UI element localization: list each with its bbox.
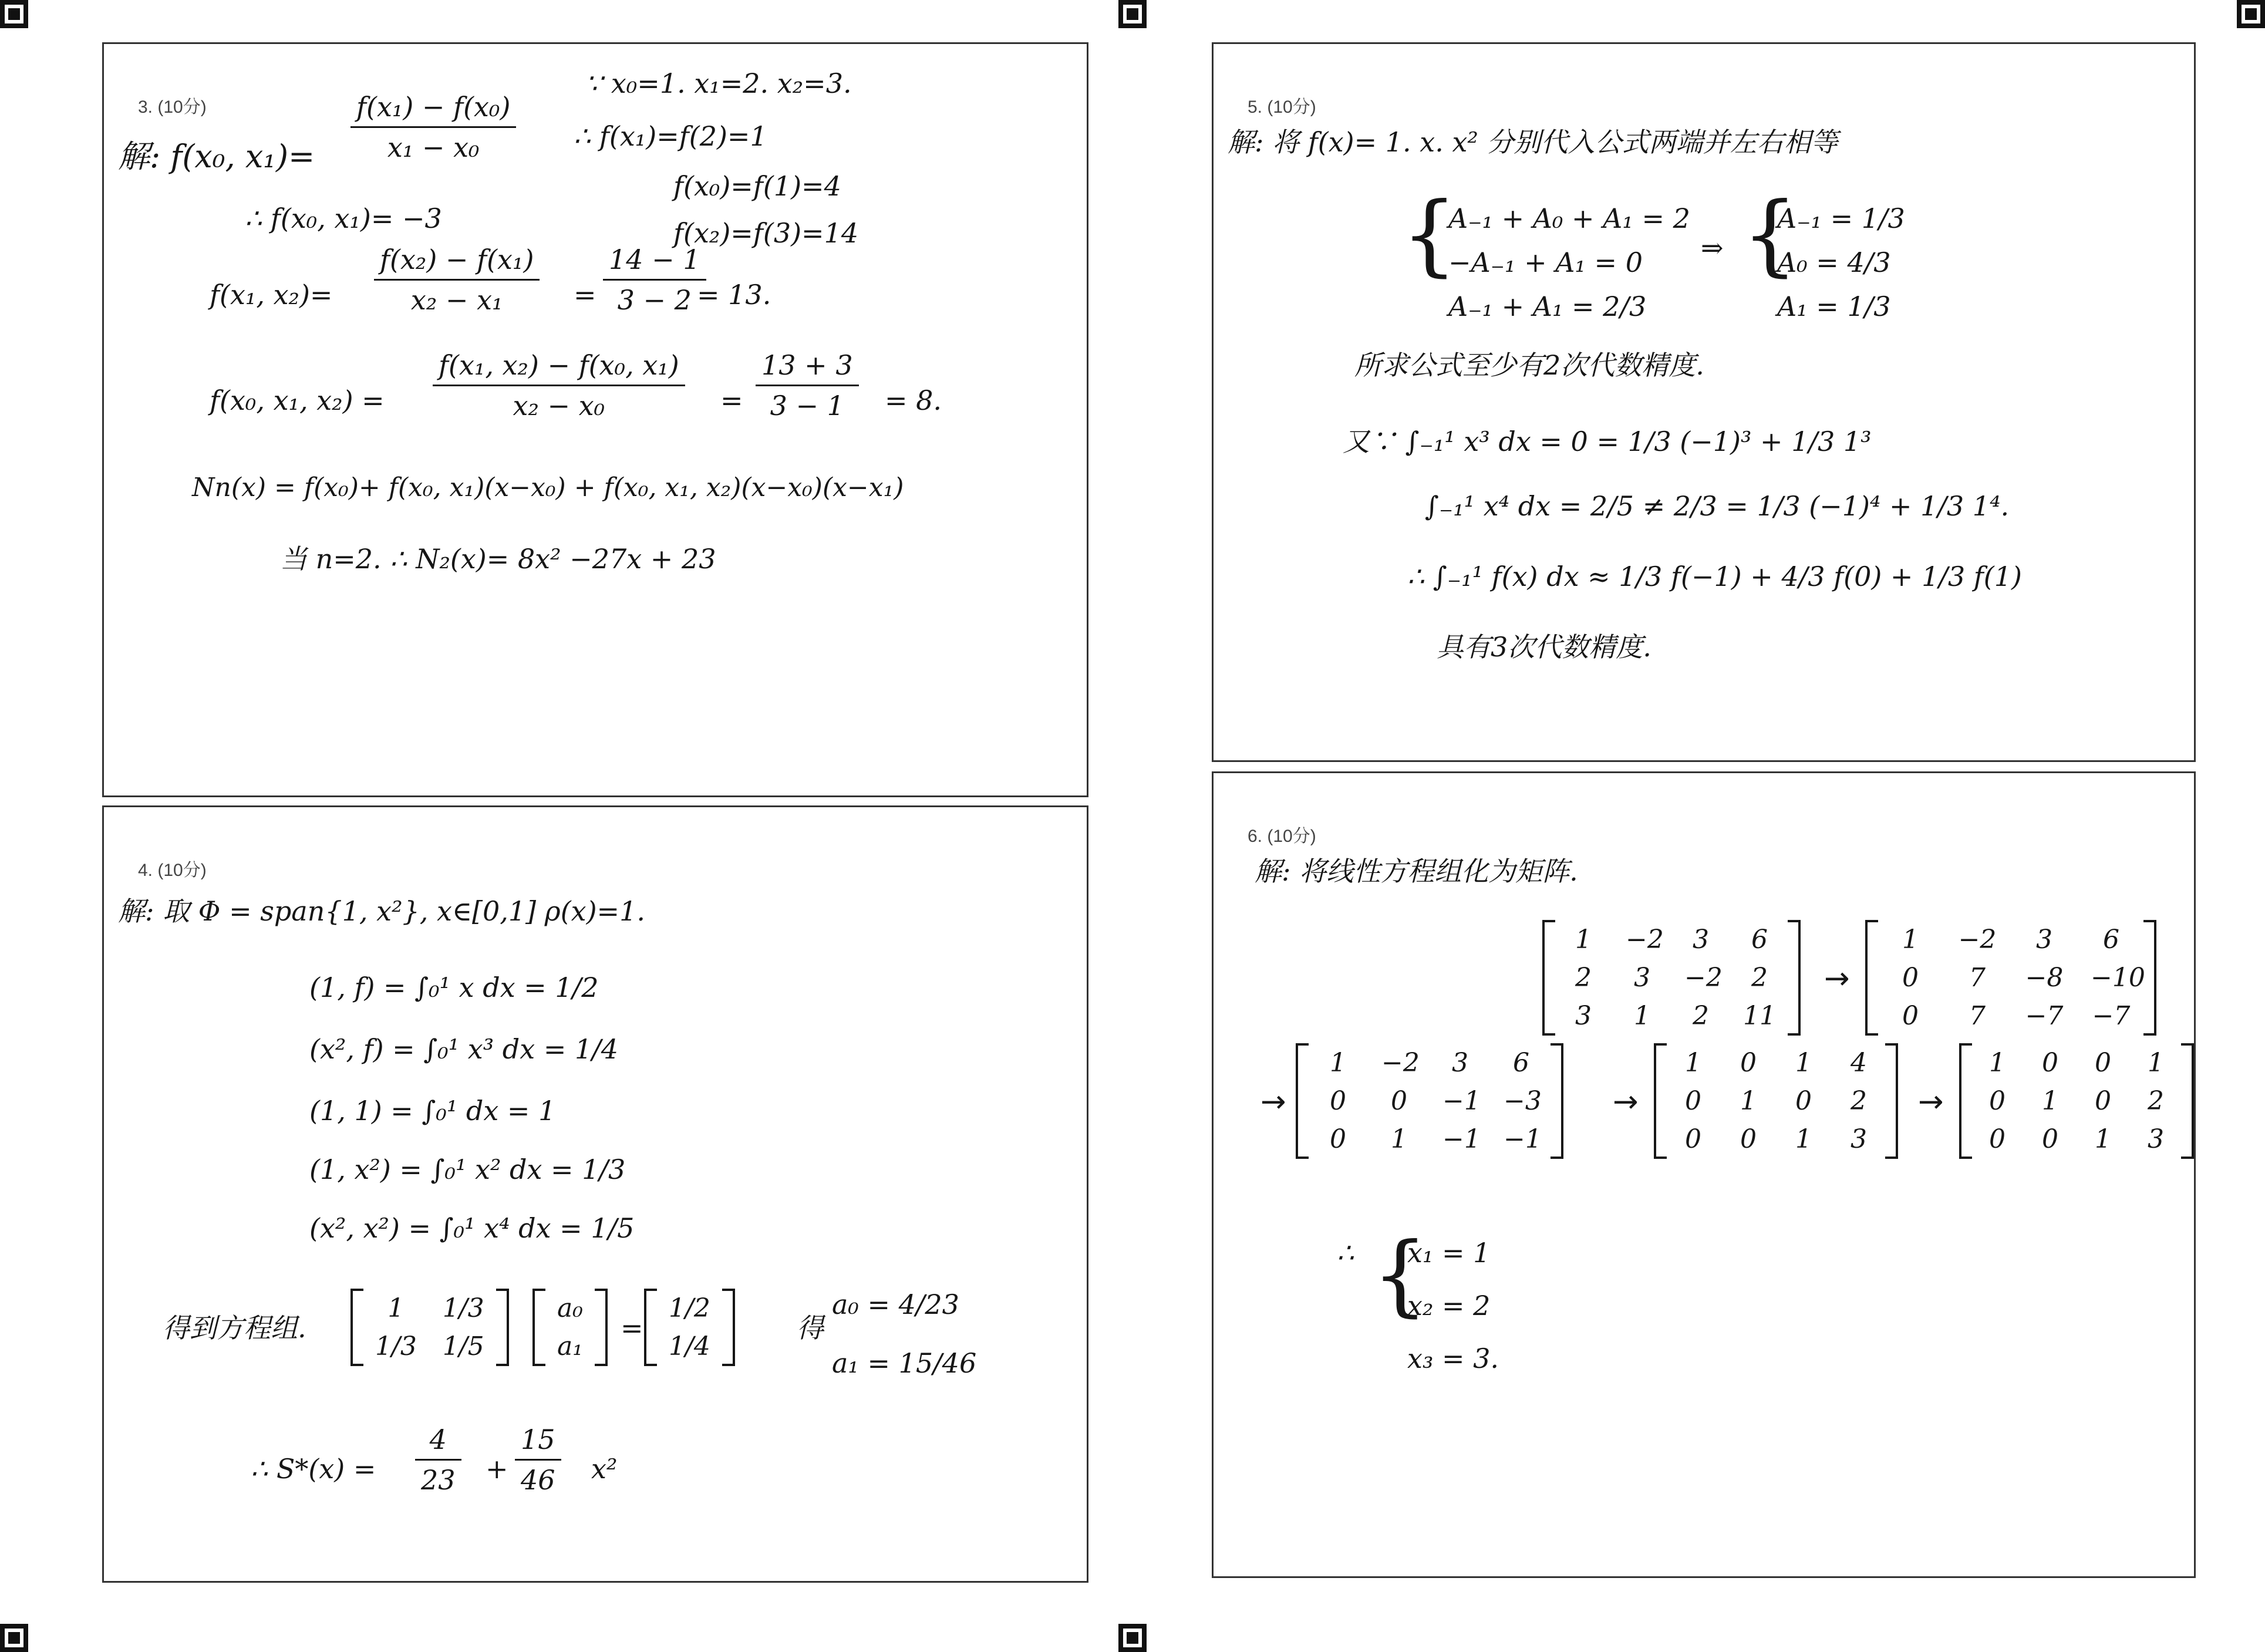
- matrix-cell: 1: [1740, 1086, 1757, 1116]
- matrix-cell: 7: [1969, 1001, 1986, 1031]
- matrix-cell: 2: [1751, 963, 1768, 993]
- newton-result: 当 n=2. ∴ N₂(x)= 8x² −27x + 23: [280, 543, 716, 575]
- matrix-cell: 3: [1575, 1001, 1592, 1031]
- gram-matrix: [350, 1289, 509, 1366]
- matrix-cell: 6: [1513, 1048, 1529, 1078]
- bracket-right: [722, 1289, 735, 1366]
- solution-x1: x₁ = 1: [1407, 1237, 1491, 1269]
- corner-marker-top-left: [0, 0, 28, 28]
- corner-marker-top-right: [2237, 0, 2265, 28]
- matrix-cell: 1: [1685, 1048, 1701, 1078]
- matrix-cell: 0: [1685, 1086, 1701, 1116]
- precision-statement-1: 所求公式至少有2次代数精度.: [1354, 349, 1704, 381]
- question-label: 3. (10分): [138, 97, 207, 117]
- row-reduce-arrow: →: [1260, 1084, 1286, 1120]
- matrix-cell: 1: [2148, 1048, 2164, 1078]
- matrix-cell: 1: [2042, 1086, 2058, 1116]
- bracket-right: [1788, 920, 1801, 1036]
- best-approx-frac1: [415, 1424, 461, 1496]
- matrix-cell: 6: [2103, 925, 2119, 955]
- matrix-grid: [1309, 1043, 1551, 1159]
- matrix-cell: −2: [1958, 925, 1997, 955]
- f12-numerator: f(x₂) − f(x₁): [380, 244, 534, 275]
- solution-brace: {: [1742, 184, 1798, 286]
- substitution-line: 解: 将 f(x)= 1. x. x² 分别代入公式两端并左右相等: [1228, 126, 1838, 158]
- f-x2-value: f(x₂)=f(3)=14: [673, 217, 859, 249]
- inner-product-x2-x2: (x², x²) = ∫₀¹ x⁴ dx = 1/5: [309, 1212, 635, 1244]
- matrix-cell: 1/4: [669, 1331, 710, 1361]
- equation-2: −A₋₁ + A₁ = 0: [1448, 247, 1643, 278]
- fraction-bar: [756, 385, 859, 386]
- frac-denominator: 23: [421, 1464, 456, 1496]
- solution-a-minus1: A₋₁ = 1/3: [1777, 203, 1905, 234]
- matrix-grid: [1667, 1043, 1885, 1159]
- solution-x3: x₃ = 3.: [1407, 1343, 1499, 1374]
- augmented-matrix-4: [1654, 1043, 1898, 1159]
- matrix-cell: 7: [1969, 963, 1986, 993]
- matrix-grid: [1878, 920, 2143, 1036]
- f012-numerator: f(x₁, x₂) − f(x₀, x₁): [439, 349, 679, 381]
- matrix-cell: 0: [1795, 1086, 1812, 1116]
- f012-result: = 8.: [885, 385, 942, 416]
- matrix-cell: a₀: [557, 1293, 583, 1323]
- f12-fraction: [374, 244, 540, 316]
- solution-x2: x₂ = 2: [1407, 1290, 1491, 1321]
- matrix-cell: 0: [1330, 1086, 1346, 1116]
- approx-space-line: 解: 取 Φ = span{1, x²}, x∈[0,1] ρ(x)=1.: [118, 895, 645, 927]
- matrix-cell: 1: [387, 1293, 405, 1323]
- matrix-cell: −7: [2092, 1001, 2131, 1031]
- matrix-cell: 1: [1902, 925, 1919, 955]
- matrix-cell: 0: [1902, 963, 1919, 993]
- matrix-cell: 1: [1330, 1048, 1346, 1078]
- matrix-cell: a₁: [557, 1331, 583, 1361]
- corner-marker-bottom-left: [0, 1624, 28, 1652]
- matrix-cell: 1: [1795, 1124, 1812, 1154]
- matrix-cell: 0: [1740, 1124, 1757, 1154]
- f12-lhs: f(x₁, x₂)=: [210, 279, 333, 311]
- bracket-right: [595, 1289, 608, 1366]
- f012-equals: =: [720, 385, 743, 416]
- matrix-cell: 0: [1391, 1086, 1407, 1116]
- bracket-left: [1865, 920, 1878, 1036]
- equation-3: A₋₁ + A₁ = 2/3: [1448, 291, 1647, 322]
- matrix-cell: 6: [1751, 925, 1768, 955]
- f012-value-numerator: 13 + 3: [761, 349, 853, 381]
- matrix-cell: 1/3: [442, 1293, 484, 1323]
- f012-value-fraction: [756, 349, 859, 422]
- matrix-cell: 2: [2148, 1086, 2164, 1116]
- f12-value-fraction: [603, 244, 706, 316]
- precision-statement-2: 具有3次代数精度.: [1437, 631, 1651, 663]
- f12-value-denominator: 3 − 2: [617, 284, 692, 316]
- fraction-bar: [515, 1459, 561, 1461]
- bracket-left: [1296, 1043, 1309, 1159]
- matrix-cell: −1: [1442, 1086, 1481, 1116]
- matrix-cell: 0: [2042, 1124, 2058, 1154]
- f012-lhs: f(x₀, x₁, x₂) =: [210, 385, 385, 416]
- answer-box-q3: [102, 42, 1088, 797]
- question-label: 4. (10分): [138, 861, 207, 880]
- matrix-cell: −2: [1381, 1048, 1420, 1078]
- f-x1-value: ∴ f(x₁)=f(2)=1: [574, 120, 767, 152]
- inner-product-1-1: (1, 1) = ∫₀¹ dx = 1: [309, 1095, 556, 1127]
- matrix-cell: 0: [1685, 1124, 1701, 1154]
- matrix-cell: 1/5: [442, 1331, 484, 1361]
- best-approx-x2: x²: [591, 1453, 618, 1485]
- matrix-cell: −1: [1504, 1124, 1542, 1154]
- matrix-cell: 3: [2148, 1124, 2164, 1154]
- bracket-left: [1542, 920, 1555, 1036]
- matrix-cell: −10: [2091, 963, 2145, 993]
- matrix-cell: 1: [1795, 1048, 1812, 1078]
- given-points: ∵ x₀=1. x₁=2. x₂=3.: [585, 68, 852, 99]
- f01-lhs: 解: f(x₀, x₁)=: [118, 138, 315, 175]
- equals-sign: =: [621, 1312, 643, 1344]
- matrix-grid: [1972, 1043, 2181, 1159]
- matrix-cell: 0: [1330, 1124, 1346, 1154]
- f01-denominator: x₁ − x₀: [387, 132, 480, 163]
- best-approx-lhs: ∴ S*(x) =: [251, 1453, 376, 1485]
- matrix-cell: 1: [1634, 1001, 1650, 1031]
- row-reduce-arrow: →: [1918, 1084, 1944, 1120]
- inner-product-1-x2: (1, x²) = ∫₀¹ x² dx = 1/3: [309, 1154, 626, 1185]
- equation-1: A₋₁ + A₀ + A₁ = 2: [1448, 203, 1690, 234]
- implies-arrow: ⇒: [1701, 232, 1724, 264]
- solution-a0: a₀ = 4/23: [832, 1289, 959, 1320]
- system-brace-left: {: [1401, 184, 1458, 286]
- matrix-cell: 1/2: [669, 1293, 710, 1323]
- bracket-right: [1551, 1043, 1563, 1159]
- fraction-bar: [415, 1459, 461, 1461]
- augmented-matrix-3: [1296, 1043, 1563, 1159]
- matrix-cell: 1: [1575, 925, 1592, 955]
- matrix-grid: [363, 1289, 496, 1366]
- matrix-cell: −3: [1504, 1086, 1542, 1116]
- matrix-cell: 3: [1693, 925, 1709, 955]
- fraction-bar: [350, 126, 516, 128]
- matrix-cell: 0: [1989, 1086, 2006, 1116]
- f01-result: ∴ f(x₀, x₁)= −3: [245, 203, 442, 234]
- solution-a1: A₁ = 1/3: [1777, 291, 1891, 322]
- rhs-vector: [644, 1289, 735, 1366]
- frac-numerator: 4: [429, 1424, 447, 1455]
- f01-fraction: [350, 91, 516, 163]
- matrix-cell: 11: [1743, 1001, 1776, 1031]
- check-x3: 又∵ ∫₋₁¹ x³ dx = 0 = 1/3 (−1)³ + 1/3 1³: [1343, 426, 1872, 457]
- question-label: 6. (10分): [1248, 827, 1316, 846]
- answer-box-q6: [1212, 771, 2196, 1578]
- normal-equation-label: 得到方程组.: [163, 1312, 306, 1344]
- row-reduce-arrow: →: [1824, 961, 1850, 996]
- f012-fraction: [433, 349, 685, 422]
- bracket-right: [2181, 1043, 2194, 1159]
- matrix-cell: −8: [2025, 963, 2064, 993]
- solve-label: 得: [797, 1312, 824, 1344]
- coefficient-vector: [532, 1289, 608, 1366]
- quadrature-formula: ∴ ∫₋₁¹ f(x) dx ≈ 1/3 f(−1) + 4/3 f(0) + 1/3 f(1): [1407, 561, 2022, 592]
- method-line: 解: 将线性方程组化为矩阵.: [1255, 855, 1578, 887]
- matrix-cell: −2: [1684, 963, 1723, 993]
- f12-result: = 13.: [697, 279, 771, 311]
- matrix-cell: 3: [1634, 963, 1650, 993]
- matrix-cell: 0: [2042, 1048, 2058, 1078]
- augmented-matrix-2: [1865, 920, 2156, 1036]
- bracket-right: [1885, 1043, 1898, 1159]
- row-reduce-arrow: →: [1613, 1084, 1639, 1120]
- bracket-right: [2143, 920, 2156, 1036]
- f012-value-denominator: 3 − 1: [770, 390, 844, 422]
- frac-numerator: 15: [521, 1424, 555, 1455]
- matrix-cell: −7: [2025, 1001, 2064, 1031]
- matrix-cell: −2: [1626, 925, 1664, 955]
- corner-marker-top-center: [1118, 0, 1147, 28]
- fraction-bar: [433, 385, 685, 386]
- augmented-matrix-1: [1542, 920, 1801, 1036]
- matrix-cell: 2: [1851, 1086, 1867, 1116]
- corner-marker-bottom-center: [1118, 1624, 1147, 1652]
- matrix-cell: 0: [2095, 1048, 2111, 1078]
- matrix-cell: 0: [1740, 1048, 1757, 1078]
- bracket-right: [496, 1289, 509, 1366]
- fraction-bar: [374, 279, 540, 281]
- matrix-cell: 3: [1452, 1048, 1468, 1078]
- bracket-left: [350, 1289, 363, 1366]
- best-approx-frac2: [515, 1424, 561, 1496]
- f-x0-value: f(x₀)=f(1)=4: [673, 170, 841, 202]
- f12-equals: =: [574, 279, 596, 311]
- matrix-cell: 0: [2095, 1086, 2111, 1116]
- matrix-cell: 1: [1391, 1124, 1407, 1154]
- matrix-cell: 0: [1902, 1001, 1919, 1031]
- matrix-cell: 1/3: [375, 1331, 417, 1361]
- matrix-cell: 2: [1693, 1001, 1709, 1031]
- f12-denominator: x₂ − x₁: [410, 284, 503, 316]
- bracket-left: [1959, 1043, 1972, 1159]
- frac-denominator: 46: [521, 1464, 555, 1496]
- matrix-grid: [545, 1289, 595, 1366]
- matrix-cell: 0: [1989, 1124, 2006, 1154]
- fraction-bar: [603, 279, 706, 281]
- plus-sign: +: [486, 1453, 508, 1485]
- matrix-grid: [657, 1289, 722, 1366]
- bracket-left: [532, 1289, 545, 1366]
- matrix-cell: 2: [1575, 963, 1592, 993]
- matrix-cell: 1: [1989, 1048, 2006, 1078]
- f012-denominator: x₂ − x₀: [513, 390, 605, 422]
- matrix-grid: [1555, 920, 1788, 1036]
- bracket-left: [644, 1289, 657, 1366]
- therefore-sign: ∴: [1337, 1237, 1354, 1269]
- f01-numerator: f(x₁) − f(x₀): [356, 91, 511, 123]
- matrix-cell: −1: [1442, 1124, 1481, 1154]
- answer-box-q5: [1212, 42, 2196, 762]
- answer-box-q4: [102, 805, 1088, 1583]
- bracket-left: [1654, 1043, 1667, 1159]
- solution-a1: a₁ = 15/46: [832, 1347, 977, 1379]
- question-label: 5. (10分): [1248, 97, 1316, 117]
- solution-brace: {: [1372, 1224, 1428, 1326]
- matrix-cell: 4: [1851, 1048, 1867, 1078]
- check-x4: ∫₋₁¹ x⁴ dx = 2/5 ≠ 2/3 = 1/3 (−1)⁴ + 1/3 1⁴.: [1425, 490, 2010, 522]
- matrix-cell: 3: [2036, 925, 2052, 955]
- f12-value-numerator: 14 − 1: [609, 244, 700, 275]
- matrix-cell: 3: [1851, 1124, 1867, 1154]
- inner-product-x2-f: (x², f) = ∫₀¹ x³ dx = 1/4: [309, 1033, 619, 1065]
- matrix-cell: 1: [2095, 1124, 2111, 1154]
- inner-product-1-f: (1, f) = ∫₀¹ x dx = 1/2: [309, 972, 599, 1003]
- augmented-matrix-5: [1959, 1043, 2194, 1159]
- solution-a0: A₀ = 4/3: [1777, 247, 1891, 278]
- newton-formula: Nn(x) = f(x₀)+ f(x₀, x₁)(x−x₀) + f(x₀, x₁, x₂)(x−x₀)(x−x₁): [192, 473, 904, 503]
